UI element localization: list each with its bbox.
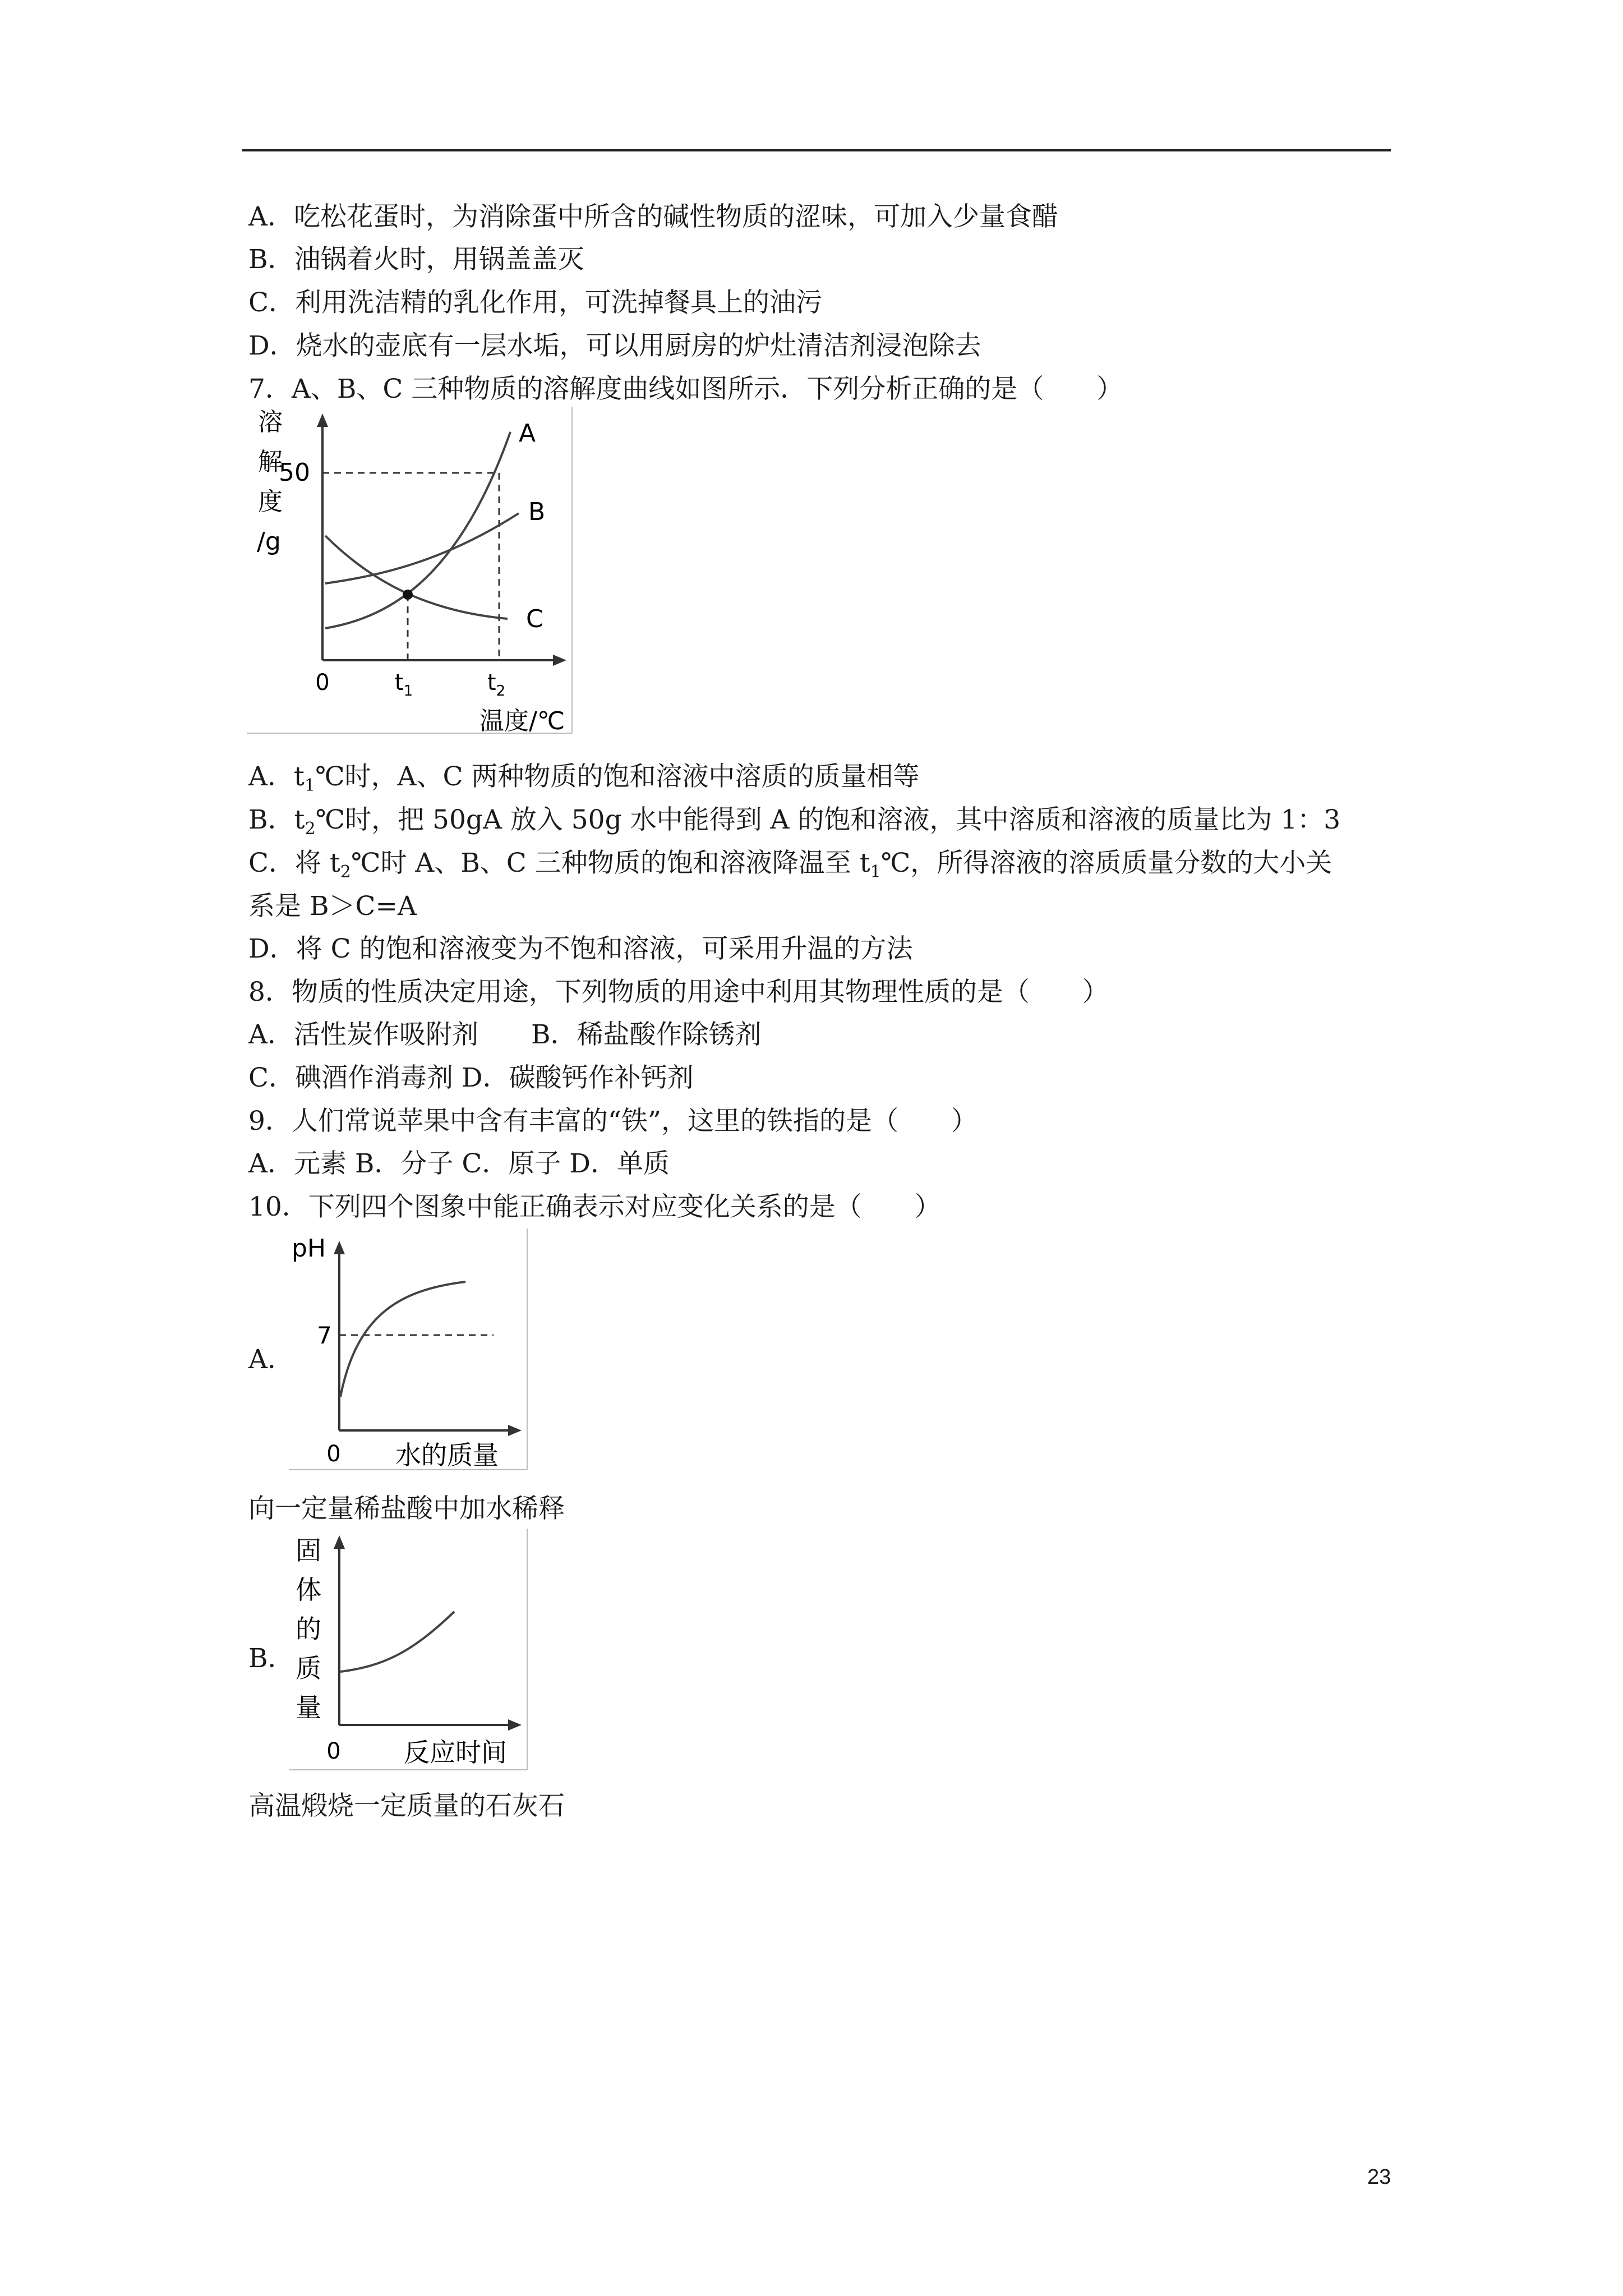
curve-b-label: B <box>528 498 546 526</box>
q6-option-b: B．油锅着火时，用锅盖盖灭 <box>248 244 584 275</box>
y-tick-50: 50 <box>279 458 310 487</box>
y-axis-arrow <box>334 1241 345 1254</box>
y-tick-7: 7 <box>317 1322 332 1349</box>
ph-curve <box>340 1282 465 1397</box>
q7-option-b: B．$t_2℃$时，把 50gA 放入 50g 水中能得到 A 的饱和溶液，其中溶质和溶液的质量比为 1：3 <box>248 804 1341 839</box>
y-label-4: 质 <box>296 1653 321 1683</box>
x-axis-label: 反应时间 <box>404 1737 507 1768</box>
q10-option-a-label: A． <box>248 1344 294 1375</box>
x-axis-arrow <box>508 1719 522 1731</box>
y-axis-label: pH <box>292 1234 326 1263</box>
q6-option-d: D．烧水的壶底有一层水垢，可以用厨房的炉灶清洁剂浸泡除去 <box>248 330 981 361</box>
y-label-2: 体 <box>296 1575 321 1605</box>
y-label-1: 溶 <box>258 408 283 436</box>
solid-mass-curve <box>340 1612 454 1672</box>
q6-option-a: A．吃松花蛋时，为消除蛋中所含的碱性物质的涩味，可加入少量食醋 <box>248 201 1058 232</box>
x-axis-label: 温度/℃ <box>479 707 565 735</box>
y-axis-arrow <box>317 413 328 427</box>
curve-b <box>325 513 519 583</box>
x-axis-label: 水的质量 <box>395 1440 499 1470</box>
q7-option-d: D．将 C 的饱和溶液变为不饱和溶液，可采用升温的方法 <box>248 933 913 964</box>
q10-option-b-caption: 高温煅烧一定质量的石灰石 <box>248 1791 565 1821</box>
y-label-2: 解 <box>258 448 283 476</box>
y-axis-arrow <box>334 1535 345 1549</box>
origin-label: 0 <box>326 1441 341 1467</box>
solubility-curve-figure <box>247 407 578 738</box>
q10-option-b-label: B． <box>248 1643 294 1674</box>
y-label-1: 固 <box>296 1535 321 1566</box>
origin-label: 0 <box>326 1738 341 1764</box>
y-label-4: /g <box>257 527 281 556</box>
curve-c <box>325 536 508 619</box>
x-tick-t1: $t_1$ <box>394 670 413 700</box>
x-axis-arrow <box>553 655 566 666</box>
origin-label: 0 <box>315 670 330 696</box>
q10-option-a-caption: 向一定量稀盐酸中加水稀释 <box>248 1493 565 1524</box>
x-tick-t2: $t_2$ <box>487 670 506 700</box>
page-number: 23 <box>1367 2165 1391 2189</box>
q7-option-a: A．$t_1℃$时，A、C 两种物质的饱和溶液中溶质的质量相等 <box>248 761 920 795</box>
y-label-5: 量 <box>296 1692 321 1723</box>
q9-stem: 9．人们常说苹果中含有丰富的“铁”，这里的铁指的是（ ） <box>248 1106 978 1137</box>
y-label-3: 的 <box>296 1614 321 1644</box>
y-label-3: 度 <box>258 487 283 516</box>
q7-option-c: C．将 $t_2℃$时 A、B、C 三种物质的饱和溶液降温至 $t_1℃$，所得溶液的溶质质量分数的大小关 <box>248 848 1332 882</box>
q8-stem: 8．物质的性质决定用途，下列物质的用途中利用其物理性质的是（ ） <box>248 977 1109 1007</box>
x-axis-arrow <box>508 1425 522 1436</box>
intersection-point <box>403 590 413 600</box>
q8-options-cd: C．碘酒作消毒剂 D．碳酸钙作补钙剂 <box>248 1062 694 1093</box>
ph-dilution-figure <box>289 1228 530 1475</box>
header-rule <box>242 149 1391 151</box>
q10-stem: 10．下列四个图象中能正确表示对应变化关系的是（ ） <box>248 1191 941 1222</box>
curve-a-label: A <box>519 419 536 448</box>
q8-options-ab: A．活性炭作吸附剂 B．稀盐酸作除锈剂 <box>248 1019 762 1050</box>
limestone-mass-figure <box>289 1529 530 1775</box>
q7-option-c-continued: 系是 B＞C=A <box>248 891 417 922</box>
curve-c-label: C <box>526 605 543 633</box>
q9-options: A．元素 B．分子 C．原子 D．单质 <box>248 1148 670 1179</box>
q6-option-c: C．利用洗洁精的乳化作用，可洗掉餐具上的油污 <box>248 287 822 318</box>
q7-stem: 7．A、B、C 三种物质的溶解度曲线如图所示．下列分析正确的是（ ） <box>248 374 1123 404</box>
